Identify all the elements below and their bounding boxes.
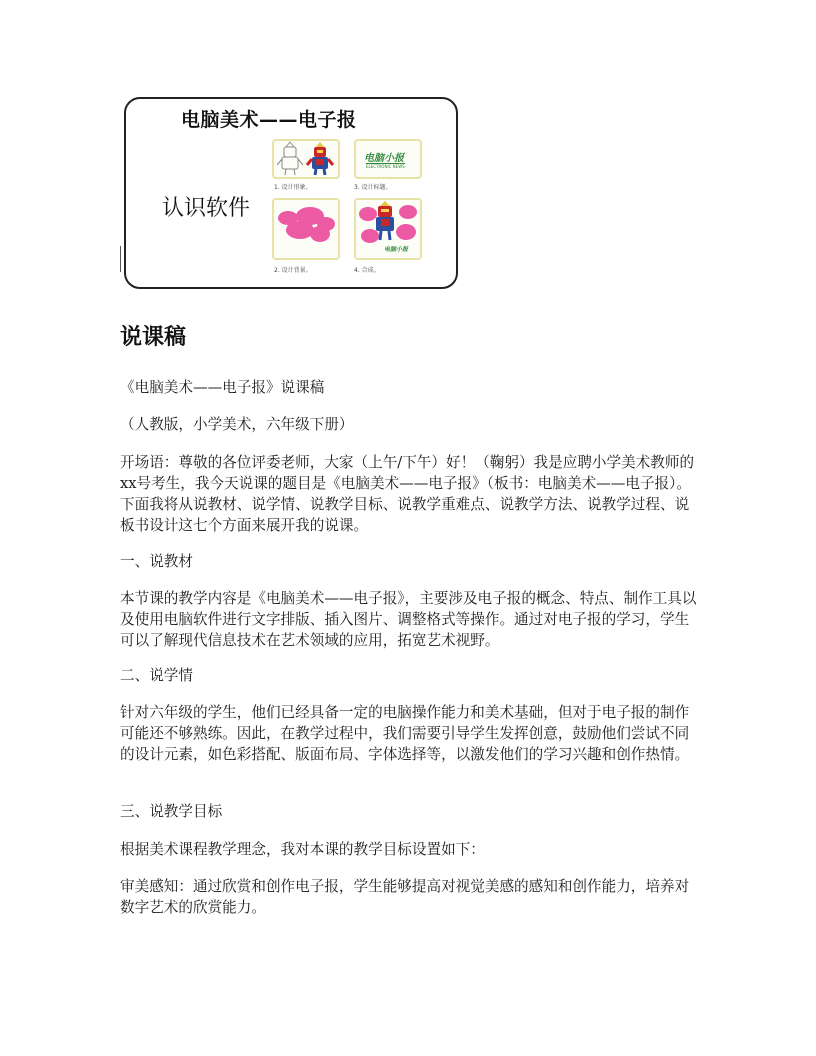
logo-text: 电脑小报 (364, 153, 404, 164)
step-panel-design-title (354, 139, 422, 179)
paragraph-students: 针对六年级的学生，他们已经具备一定的电脑操作能力和美术基础，但对于电子报的制作可能还不够熟练。因此，在教学过程中，我们需要引导学生发挥创意，鼓励他们尝试不同的设计元素，如色彩搭配、版面布局、字体选择等，以激发他们的学习兴趣和创作热情。 (120, 704, 690, 763)
step-label-4: 4. 合成。 (354, 267, 380, 274)
step-panel-composite (354, 198, 422, 260)
step-panel-design-background (272, 198, 340, 260)
paragraph-opening: 开场语：尊敬的各位评委老师，大家（上午/下午）好！（鞠躬）我是应聘小学美术教师的xx号考生，我今天说课的题目是《电脑美术——电子报》（板书：电脑美术——电子报）。下面我将从说教材、说学情、说教学目标、说教学重难点、说教学方法、说教学过程、说板书设计这七个方面来展开我的说课。 (120, 454, 695, 534)
section-heading-textbook: 一、说教材 (120, 553, 193, 570)
section-heading-objectives: 三、说教学目标 (120, 803, 223, 820)
paragraph-textbook: 本节课的教学内容是《电脑美术——电子报》，主要涉及电子报的概念、特点、制作工具以及使用电脑软件进行文字排版、插入图片、调整格式等操作。通过对电子报的学习，学生可以了解现代信息技术在艺术领域的应用，拓宽艺术视野。 (120, 590, 697, 649)
step-panel-design-character (272, 139, 340, 179)
section-heading-students: 二、说学情 (120, 667, 193, 684)
margin-marker (120, 246, 121, 272)
composite-robot-icon (376, 201, 394, 240)
composite-logo-text: 电脑小报 (384, 246, 409, 253)
paragraph-objectives-intro: 根据美术课程教学理念，我对本课的教学目标设置如下： (120, 841, 485, 858)
banner-title: 电脑美术——电子报 (181, 109, 357, 131)
step-label-2: 2. 设计背景。 (274, 267, 312, 274)
document-heading: 说课稿 (120, 325, 187, 350)
logo-subtext: ELECTRONIC NEWS (366, 164, 405, 169)
banner-subtitle: 认识软件 (162, 196, 251, 221)
robot-color-icon (307, 142, 333, 175)
robot-sketch-icon (274, 141, 338, 177)
pink-cloud-background-icon (274, 200, 338, 258)
paragraph-edition: （人教版，小学美术，六年级下册） (120, 416, 354, 433)
paragraph-aesthetic-perception: 审美感知：通过欣赏和创作电子报，学生能够提高对视觉美感的感知和创作能力，培养对数字艺术的欣赏能力。 (120, 878, 690, 916)
lesson-banner (124, 97, 458, 289)
paragraph-lesson-title: 《电脑美术——电子报》说课稿 (120, 379, 325, 396)
step-label-3: 3. 设计标题。 (354, 184, 392, 191)
step-label-1: 1. 设计形象。 (274, 184, 312, 191)
